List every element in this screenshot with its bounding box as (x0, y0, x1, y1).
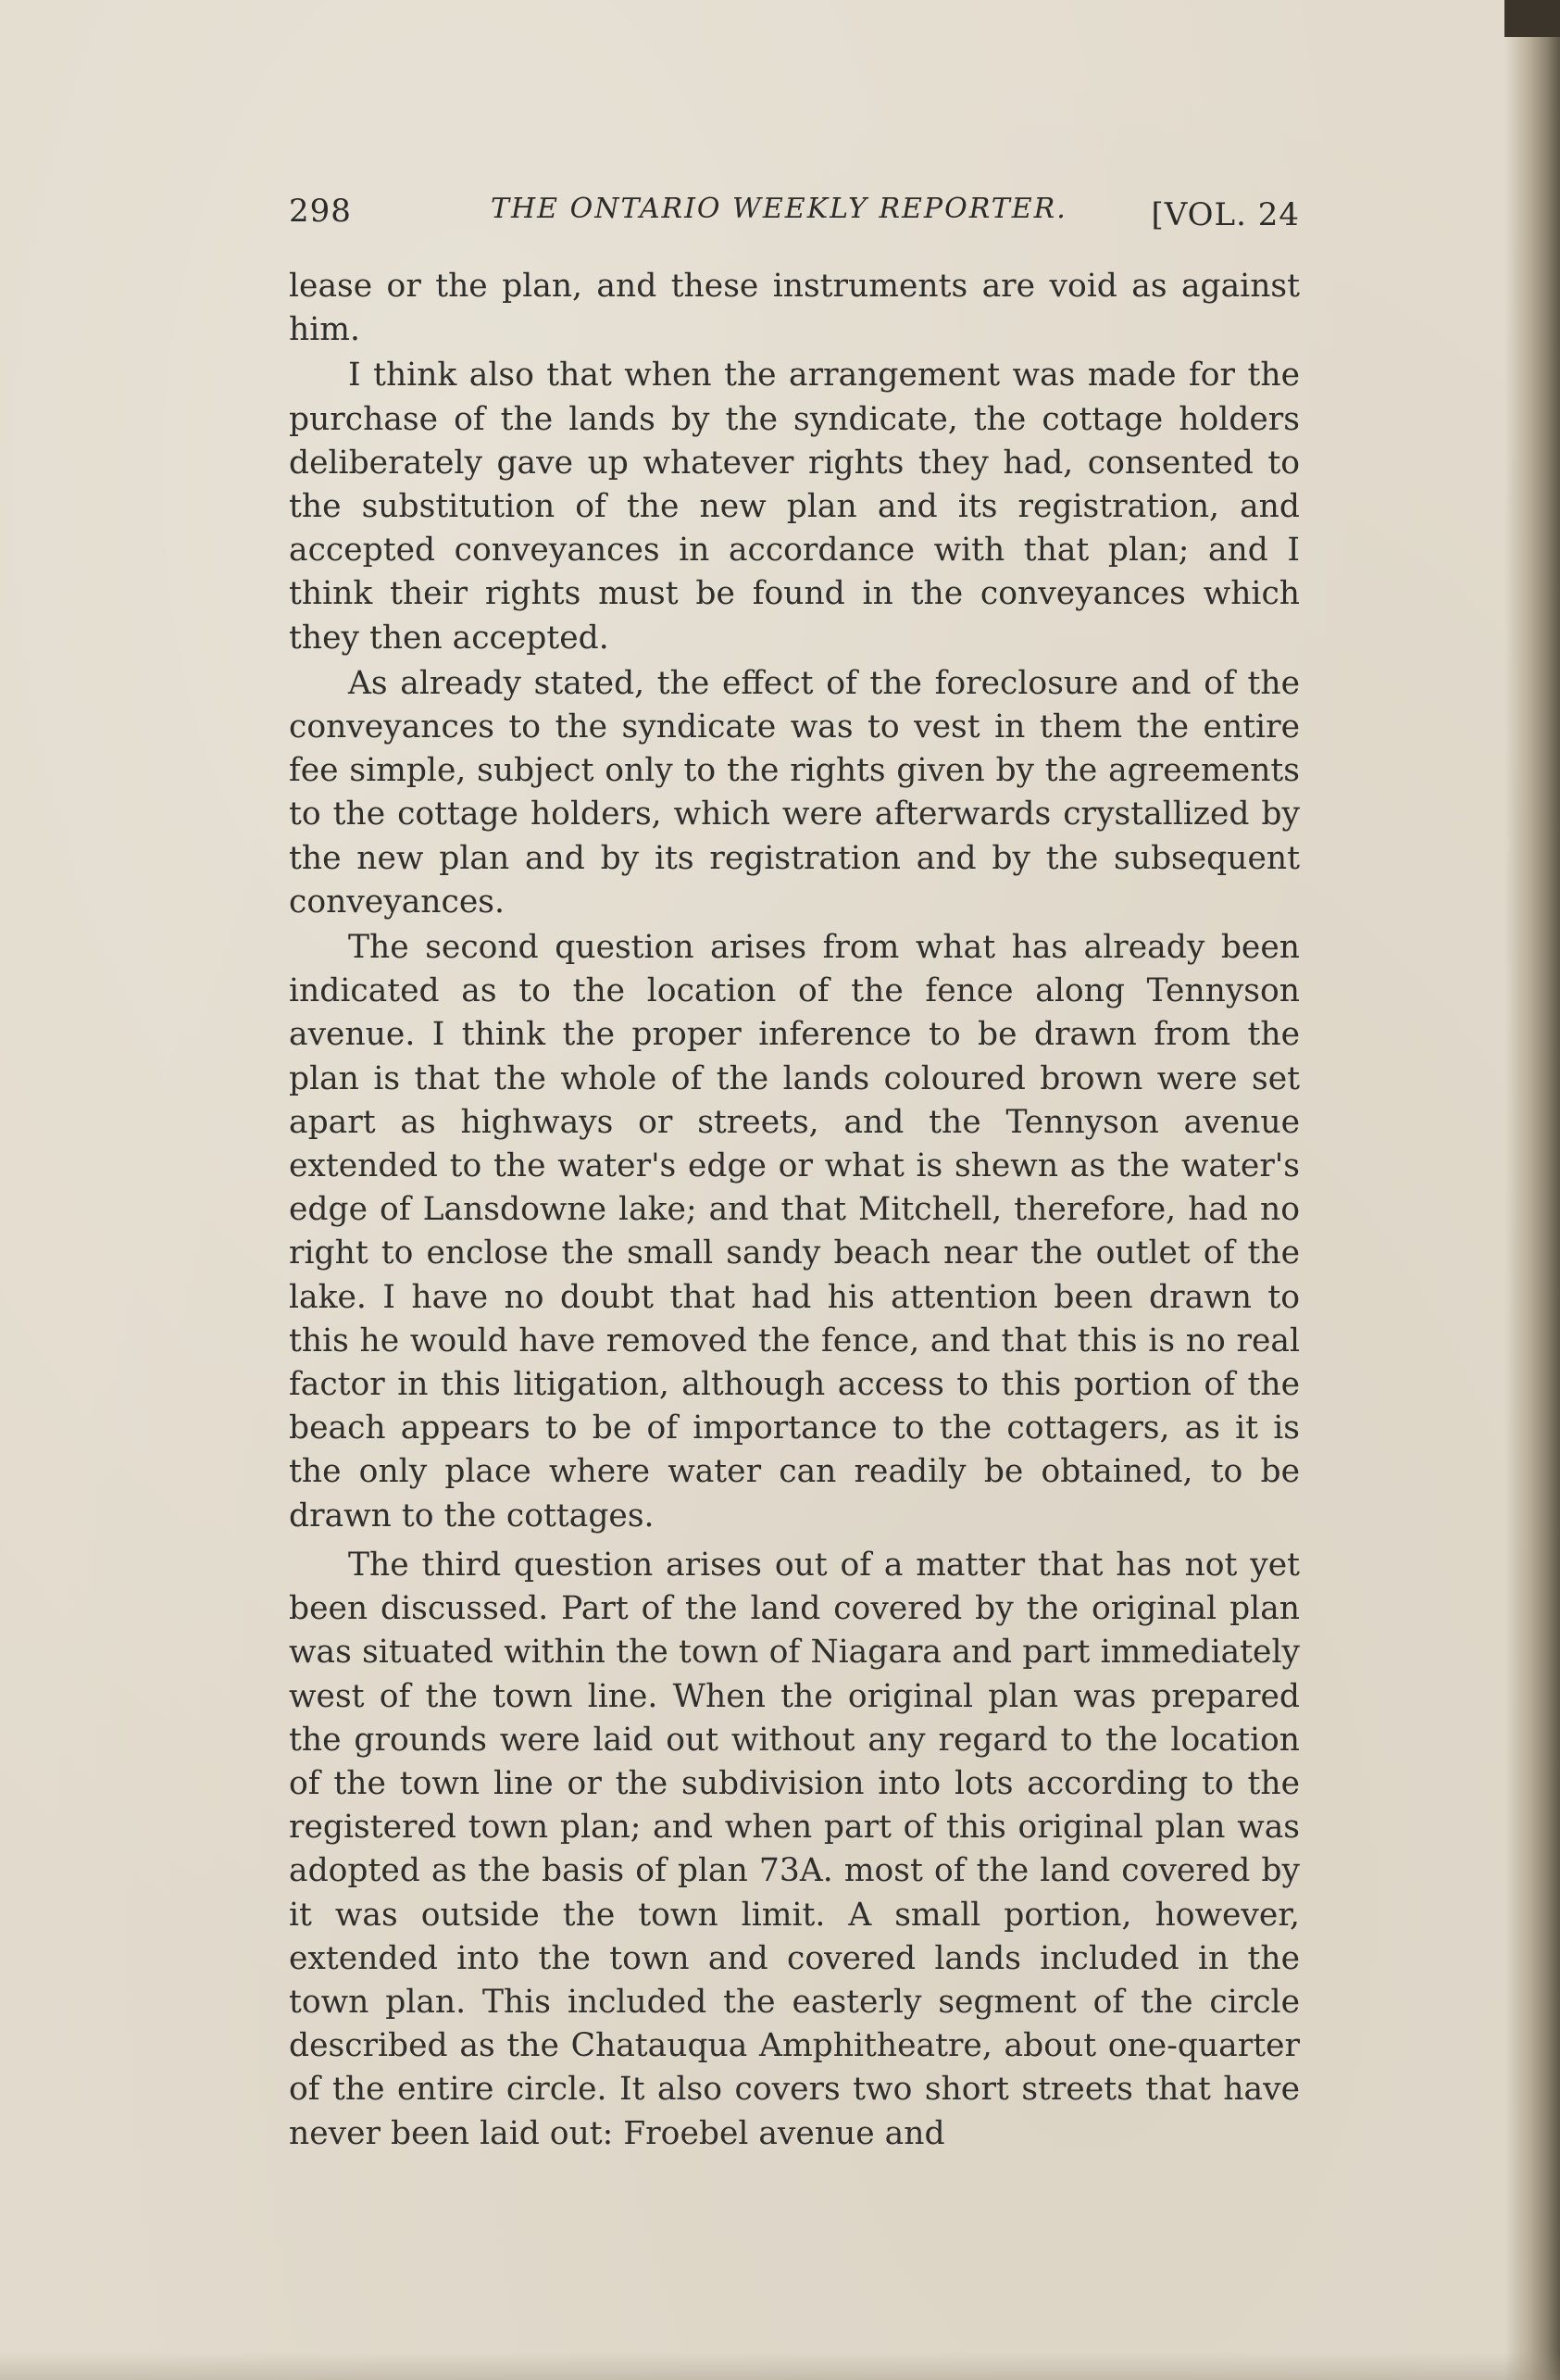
running-header (289, 185, 1300, 237)
page-binding-edge (1504, 0, 1560, 2380)
volume-label: [VOL. 24 (1151, 196, 1300, 233)
paragraph: The third question arises out of a matter that has not yet been discussed. Part of the land covered by the original plan was situated within the town of Niagara and part immediately west of the town line. When the original plan was prepared the grounds were laid out without any regard to the location of the town line or the subdivision into lots according to the registered town plan; and when part of this original plan was adopted as the basis of plan 73A. most of the land covered by it was outside the town limit. A small portion, however, extended into the town and covered lands included in the town plan. This included the easterly segment of the circle described as the Chatauqua Amphitheatre, about one-quarter of the entire circle. It also covers two short streets that have never been laid out: Froebel avenue and (289, 1546, 1300, 2152)
body-text (289, 265, 1300, 2158)
paragraph: I think also that when the arrangement was made for the purchase of the lands by the syndicate, the cottage holders deliberately gave up whatever rights they had, consented to the substitution of the new plan and its registration, and accepted conveyances in accordance with that plan; and I think their rights must be found in the conveyances which they then accepted. (289, 357, 1300, 657)
page-corner-shadow (1504, 0, 1560, 37)
paragraph: The second question arises from what has already been indicated as to the location of the fence along Tennyson avenue. I think the proper inference to be drawn from the plan is that the whole of the lands coloured brown were set apart as highways or streets, and the Tennyson avenue extended to the water's edge or what is shewn as the water's edge of Lansdowne lake; and that Mitchell, therefore, had no right to enclose the small sandy beach near the outlet of the lake. I have no doubt that had his attention been drawn to this he would have removed the fence, and that this is no real factor in this litigation, although access to this portion of the beach appears to be of importance to the cottagers, as it is the only place where water can readily be obtained, to be drawn to the cottages. (289, 929, 1300, 1534)
page-bottom-fold (0, 2352, 1560, 2380)
paragraph-continuation: lease or the plan, and these instruments are void as against him. (289, 268, 1300, 349)
page-number: 298 (289, 193, 352, 230)
paragraph: As already stated, the effect of the foreclosure and of the conveyances to the syndicate was to vest in them the entire fee simple, subject only to the rights given by the agreements to the cottage holders, which were afterwards crystallized by the new plan and by its registration and by the subsequent conveyances. (289, 664, 1300, 921)
running-title: THE ONTARIO WEEKLY REPORTER. (491, 193, 1067, 225)
